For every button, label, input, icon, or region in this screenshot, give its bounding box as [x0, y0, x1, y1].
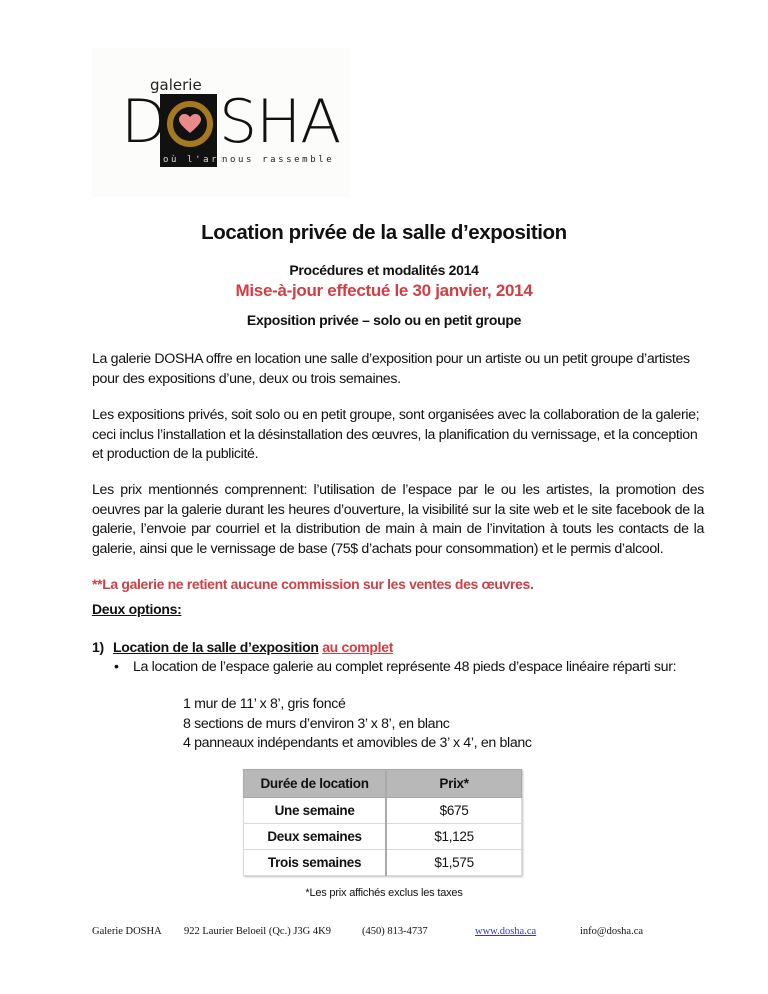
- price-cell: $1,575: [386, 850, 521, 876]
- footer-email: info@dosha.ca: [580, 926, 644, 937]
- logo-letters-sha: SHA: [219, 87, 341, 157]
- option-1-number: 1): [92, 639, 104, 655]
- section-heading: Exposition privée – solo ou en petit groupe: [246, 312, 522, 328]
- footer-address: 922 Laurier Beloeil (Qc.) J3G 4K9: [184, 926, 331, 937]
- pricing-inclusions-paragraph: Les prix mentionnés comprennent: l’utilisation de l’espace par le ou les artistes, la promotion des oeuvres par la galerie durant les heures d’ouverture, la visibilité sur la site web et le site facebook de la galerie, l’envoie par courriel et la distribution de main à main de l’invitation à touts les contacts de la galerie, ainsi que le vernissage de base (75$ d’achats pour consommation) et le permis d’alcool.: [92, 482, 704, 557]
- logo-galerie-text: galerie: [150, 76, 202, 94]
- logo-letter-d: D: [121, 87, 168, 157]
- spec-item: 1 mur de 11’ x 8’, gris foncé: [183, 696, 346, 712]
- intro-paragraph: La galerie DOSHA offre en location une salle d’exposition pour un artiste ou un petit groupe d’artistes pour des expositions d’une, deux ou trois semaines.: [92, 351, 690, 387]
- option-1-highlight: au complet: [322, 639, 394, 655]
- duration-cell: Une semaine: [244, 798, 387, 824]
- table-row: [244, 798, 522, 824]
- price-cell: $675: [386, 798, 521, 824]
- table-header-row: [244, 770, 522, 798]
- spec-item: 8 sections de murs d’environ 3’ x 8’, en blanc: [183, 716, 450, 732]
- commission-note: **La galerie ne retient aucune commission sur les ventes des œuvres.: [92, 576, 534, 592]
- logo-tagline-left: où l'art: [163, 155, 228, 165]
- logo-tagline-right: nous rassemble: [222, 155, 335, 165]
- options-heading: Deux options:: [92, 601, 182, 617]
- option-1-label: Location de la salle d’exposition: [113, 639, 319, 655]
- option-1-heading: [92, 639, 393, 655]
- bullet-icon: •: [114, 658, 119, 674]
- table-row: [244, 850, 522, 876]
- footer-phone: (450) 813-4737: [362, 926, 428, 937]
- footer-name: Galerie DOSHA: [92, 926, 162, 937]
- page-title: Location privée de la salle d’exposition: [201, 221, 567, 244]
- option-1-description: La location de l’espace galerie au complet représente 48 pieds d’espace linéaire réparti sur:: [133, 659, 677, 675]
- column-header-duration: Durée de location: [244, 770, 387, 798]
- spec-item: 4 panneaux indépendants et amovibles de 3’ x 4’, en blanc: [183, 735, 532, 751]
- website-link[interactable]: www.dosha.ca: [475, 926, 537, 937]
- duration-cell: Deux semaines: [244, 824, 387, 850]
- tax-footnote: *Les prix affichés exclus les taxes: [305, 887, 463, 899]
- price-cell: $1,125: [386, 824, 521, 850]
- table-row: [244, 824, 522, 850]
- update-notice: Mise-à-jour effectué le 30 janvier, 2014: [235, 281, 533, 300]
- subtitle: Procédures et modalités 2014: [289, 262, 479, 278]
- column-header-price: Prix*: [386, 770, 521, 798]
- duration-cell: Trois semaines: [244, 850, 387, 876]
- price-table: [243, 769, 522, 876]
- collaboration-paragraph: Les expositions privés, soit solo ou en petit groupe, sont organisées avec la collaboration de la galerie; ceci inclus l’installation et la désinstallation des œuvres, la planification du vernissage, et la conception et production de la publicité.: [92, 407, 700, 462]
- heart-icon: [179, 114, 201, 134]
